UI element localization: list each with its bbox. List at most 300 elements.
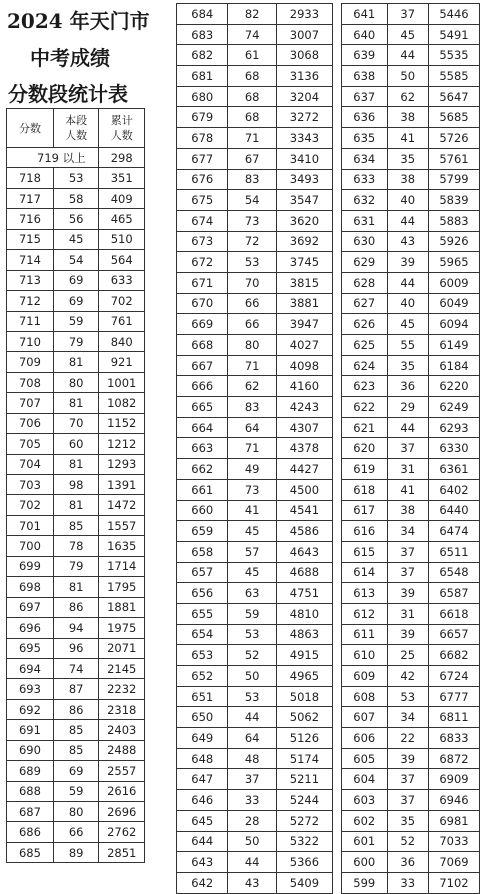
segment-count-cell: 71 [228,128,276,149]
score-cell: 620 [342,438,388,459]
cumulative-count-cell: 5244 [276,790,332,811]
segment-count-cell: 53 [228,624,276,645]
table-row [177,335,333,356]
segment-count-cell: 45 [53,229,99,249]
cumulative-count-cell: 3007 [276,24,332,45]
score-cell: 707 [7,393,54,413]
table-row [7,229,145,249]
segment-count-cell: 35 [387,810,428,831]
table-row [342,521,480,542]
table-row [177,769,333,790]
score-cell: 624 [342,355,388,376]
score-cell: 603 [342,790,388,811]
cumulative-count-cell: 6587 [428,583,479,604]
segment-count-cell: 80 [53,802,99,822]
score-cell: 651 [177,686,228,707]
segment-count-cell: 66 [228,314,276,335]
table-row [177,707,333,728]
table-row [177,252,333,273]
cumulative-count-cell: 1001 [99,372,145,392]
cumulative-count-cell: 2696 [99,802,145,822]
above-row [7,148,145,168]
segment-count-cell: 73 [228,479,276,500]
score-cell: 675 [177,190,228,211]
table-row [342,335,480,356]
score-cell: 648 [177,748,228,769]
cumulative-count-cell: 1881 [99,597,145,617]
table-row [7,740,145,760]
table-row [177,852,333,873]
score-cell: 693 [7,679,54,699]
table-row [342,872,480,893]
table-row [7,536,145,556]
segment-count-cell: 86 [53,699,99,719]
segment-count-cell: 60 [53,434,99,454]
table-row [342,376,480,397]
segment-count-cell: 43 [228,872,276,893]
segment-count-cell: 50 [387,66,428,87]
cumulative-count-cell: 7069 [428,852,479,873]
score-cell: 654 [177,624,228,645]
cumulative-count-cell: 4541 [276,500,332,521]
cumulative-count-cell: 5799 [428,169,479,190]
cumulative-count-cell: 3410 [276,148,332,169]
table-row [177,66,333,87]
table-row [7,556,145,576]
segment-count-cell: 61 [228,45,276,66]
table-row [177,397,333,418]
cumulative-count-cell: 4427 [276,459,332,480]
table-row [7,761,145,781]
cumulative-count-cell: 2318 [99,699,145,719]
table-row [7,434,145,454]
cumulative-count-cell: 3343 [276,128,332,149]
score-cell: 709 [7,352,54,372]
table-row [177,169,333,190]
segment-count-cell: 37 [387,541,428,562]
segment-count-cell: 69 [53,270,99,290]
cumulative-count-cell: 6094 [428,314,479,335]
score-cell: 640 [342,24,388,45]
table-row [7,413,145,433]
cumulative-count-cell: 6049 [428,293,479,314]
score-cell: 700 [7,536,54,556]
table-row [177,624,333,645]
table-row [7,802,145,822]
cumulative-count-cell: 5018 [276,686,332,707]
segment-count-cell: 68 [228,66,276,87]
table-row [177,666,333,687]
table-row [7,475,145,495]
table-row [177,4,333,25]
score-cell: 692 [7,699,54,719]
score-cell: 641 [342,4,388,25]
cumulative-count-cell: 6724 [428,666,479,687]
score-cell: 708 [7,372,54,392]
segment-count-cell: 50 [228,831,276,852]
score-cell: 601 [342,831,388,852]
segment-count-cell: 63 [228,583,276,604]
cumulative-count-cell: 5126 [276,728,332,749]
table-row [342,293,480,314]
segment-count-cell: 70 [53,413,99,433]
cumulative-count-cell: 564 [99,250,145,270]
table-row [7,515,145,535]
score-cell: 609 [342,666,388,687]
score-cell: 650 [177,707,228,728]
segment-count-cell: 22 [387,728,428,749]
score-cell: 635 [342,128,388,149]
cumulative-count-cell: 1212 [99,434,145,454]
cumulative-count-cell: 3620 [276,210,332,231]
table-row [342,4,480,25]
table-row [177,293,333,314]
score-cell: 645 [177,810,228,831]
cumulative-count-cell: 4378 [276,438,332,459]
cumulative-count-cell: 6981 [428,810,479,831]
score-cell: 698 [7,577,54,597]
segment-count-cell: 38 [387,107,428,128]
table-row [177,748,333,769]
segment-count-cell: 39 [387,748,428,769]
segment-count-cell: 52 [228,645,276,666]
score-cell: 695 [7,638,54,658]
cumulative-count-cell: 2762 [99,822,145,842]
table-row [177,872,333,893]
cumulative-count-cell: 3815 [276,272,332,293]
segment-count-cell: 85 [53,740,99,760]
table-row [342,831,480,852]
cumulative-count-cell: 6833 [428,728,479,749]
segment-count-cell: 31 [387,459,428,480]
segment-count-cell: 89 [53,842,99,862]
table-row [7,209,145,229]
score-cell: 713 [7,270,54,290]
cumulative-count-cell: 761 [99,311,145,331]
cumulative-count-cell: 1975 [99,618,145,638]
score-cell: 644 [177,831,228,852]
score-cell: 697 [7,597,54,617]
score-cell: 672 [177,252,228,273]
cumulative-count-cell: 633 [99,270,145,290]
cumulative-count-cell: 7102 [428,872,479,893]
cumulative-count-cell: 4098 [276,355,332,376]
table-row [177,500,333,521]
segment-count-cell: 35 [387,355,428,376]
segment-count-cell: 33 [228,790,276,811]
score-cell: 658 [177,541,228,562]
segment-count-cell: 53 [228,686,276,707]
segment-count-cell: 28 [228,810,276,831]
score-cell: 643 [177,852,228,873]
score-cell: 664 [177,417,228,438]
cumulative-count-cell: 5491 [428,24,479,45]
segment-count-cell: 56 [53,209,99,229]
score-cell: 606 [342,728,388,749]
cumulative-count-cell: 4027 [276,335,332,356]
cumulative-count-cell: 6249 [428,397,479,418]
score-cell: 674 [177,210,228,231]
score-cell: 610 [342,645,388,666]
segment-count-cell: 86 [53,597,99,617]
segment-count-cell: 39 [387,624,428,645]
cumulative-count-cell: 6657 [428,624,479,645]
cumulative-count-cell: 4965 [276,666,332,687]
cumulative-count-cell: 6548 [428,562,479,583]
segment-count-cell: 44 [387,210,428,231]
table-row [177,314,333,335]
table-row [342,666,480,687]
cumulative-count-cell: 4915 [276,645,332,666]
cumulative-count-cell: 4243 [276,397,332,418]
cumulative-count-cell: 5926 [428,231,479,252]
cumulative-count-cell: 3272 [276,107,332,128]
score-cell: 626 [342,314,388,335]
cumulative-count-cell: 1293 [99,454,145,474]
page-title-year-city: 2024 年天门市 [7,9,150,33]
table-row [342,479,480,500]
table-row [177,210,333,231]
cumulative-count-cell: 510 [99,229,145,249]
segment-count-cell: 98 [53,475,99,495]
segment-count-cell: 37 [387,4,428,25]
cumulative-count-cell: 4688 [276,562,332,583]
segment-count-cell: 73 [228,210,276,231]
cumulative-count-cell: 6184 [428,355,479,376]
score-cell: 638 [342,66,388,87]
segment-count-cell: 36 [387,376,428,397]
score-cell: 669 [177,314,228,335]
score-cell: 622 [342,397,388,418]
cumulative-count-cell: 1082 [99,393,145,413]
cumulative-count-cell: 5366 [276,852,332,873]
segment-count-cell: 52 [387,831,428,852]
score-cell: 671 [177,272,228,293]
score-cell: 627 [342,293,388,314]
cumulative-count-cell: 6220 [428,376,479,397]
table-row [177,231,333,252]
table-row [342,769,480,790]
cumulative-count-cell: 5761 [428,148,479,169]
segment-count-cell: 45 [387,314,428,335]
cumulative-count-cell: 6474 [428,521,479,542]
cumulative-count-cell: 6149 [428,335,479,356]
table-row [342,810,480,831]
score-cell: 689 [7,761,54,781]
table-row [7,720,145,740]
score-cell: 681 [177,66,228,87]
table-row [342,541,480,562]
score-cell: 660 [177,500,228,521]
table-row [342,355,480,376]
segment-count-cell: 39 [387,252,428,273]
table-row [177,728,333,749]
score-cell: 615 [342,541,388,562]
segment-count-cell: 37 [228,769,276,790]
table-row [342,231,480,252]
score-cell: 684 [177,4,228,25]
table-row [7,188,145,208]
segment-count-cell: 50 [228,666,276,687]
score-cell: 611 [342,624,388,645]
table-row [342,169,480,190]
cumulative-count-cell: 2851 [99,842,145,862]
score-cell: 599 [342,872,388,893]
segment-count-cell: 79 [53,331,99,351]
cumulative-count-cell: 6777 [428,686,479,707]
score-cell: 628 [342,272,388,293]
cumulative-count-cell: 2071 [99,638,145,658]
segment-count-cell: 83 [228,397,276,418]
segment-count-cell: 66 [228,293,276,314]
table-row [342,210,480,231]
segment-count-cell: 69 [53,761,99,781]
score-cell: 705 [7,434,54,454]
segment-count-cell: 81 [53,454,99,474]
segment-count-cell: 37 [387,769,428,790]
cumulative-count-cell: 6440 [428,500,479,521]
segment-count-cell: 85 [53,515,99,535]
table-row [177,521,333,542]
table-row [7,454,145,474]
segment-count-cell: 79 [53,556,99,576]
segment-count-cell: 94 [53,618,99,638]
segment-count-cell: 40 [387,190,428,211]
segment-count-cell: 29 [387,397,428,418]
segment-count-cell: 53 [387,686,428,707]
cumulative-count-cell: 6511 [428,541,479,562]
cumulative-count-cell: 5839 [428,190,479,211]
table-row [7,352,145,372]
table-row [7,618,145,638]
score-cell: 711 [7,311,54,331]
segment-count-cell: 35 [387,148,428,169]
table-row [177,541,333,562]
cumulative-count-cell: 6009 [428,272,479,293]
cumulative-count-cell: 6618 [428,603,479,624]
score-cell: 691 [7,720,54,740]
table-row [177,603,333,624]
header-row [7,109,145,148]
segment-count-cell: 83 [228,169,276,190]
segment-count-cell: 80 [228,335,276,356]
table-row [342,728,480,749]
score-cell: 676 [177,169,228,190]
cumulative-count-cell: 4751 [276,583,332,604]
header-score: 分数 [7,109,54,148]
segment-count-cell: 54 [228,190,276,211]
segment-count-cell: 33 [387,872,428,893]
segment-count-cell: 44 [387,272,428,293]
table-row [342,190,480,211]
score-cell: 706 [7,413,54,433]
score-cell: 604 [342,769,388,790]
cumulative-count-cell: 3947 [276,314,332,335]
score-cell: 636 [342,107,388,128]
cumulative-count-cell: 1152 [99,413,145,433]
segment-count-cell: 81 [53,577,99,597]
cumulative-count-cell: 6293 [428,417,479,438]
segment-count-cell: 81 [53,393,99,413]
table-row [177,86,333,107]
cumulative-count-cell: 3547 [276,190,332,211]
table-row [7,495,145,515]
segment-count-cell: 39 [387,583,428,604]
table-row [7,270,145,290]
table-row [342,500,480,521]
cumulative-count-cell: 6361 [428,459,479,480]
score-cell: 662 [177,459,228,480]
segment-count-cell: 74 [53,658,99,678]
score-cell: 687 [7,802,54,822]
table-row [177,459,333,480]
score-cell: 717 [7,188,54,208]
table-row [342,314,480,335]
cumulative-count-cell: 840 [99,331,145,351]
table-row [7,699,145,719]
score-cell: 663 [177,438,228,459]
table-row [177,128,333,149]
cumulative-count-cell: 6682 [428,645,479,666]
table-row [342,748,480,769]
score-cell: 685 [7,842,54,862]
score-cell: 699 [7,556,54,576]
table-row [7,168,145,188]
table-row [177,645,333,666]
table-row [342,707,480,728]
segment-count-cell: 38 [387,500,428,521]
score-cell: 666 [177,376,228,397]
segment-count-cell: 34 [387,707,428,728]
cumulative-count-cell: 1391 [99,475,145,495]
segment-count-cell: 45 [228,562,276,583]
table-row [177,479,333,500]
table-row [342,459,480,480]
cumulative-count-cell: 3136 [276,66,332,87]
segment-count-cell: 45 [387,24,428,45]
header-cumulative-count: 累计 人数 [99,109,145,148]
score-cell: 614 [342,562,388,583]
cumulative-count-cell: 5322 [276,831,332,852]
score-cell: 683 [177,24,228,45]
table-row [7,679,145,699]
cumulative-count-cell: 409 [99,188,145,208]
table-row [7,372,145,392]
table-row [342,645,480,666]
segment-count-cell: 70 [228,272,276,293]
score-cell: 646 [177,790,228,811]
segment-count-cell: 96 [53,638,99,658]
cumulative-count-cell: 1472 [99,495,145,515]
segment-count-cell: 80 [53,372,99,392]
cumulative-count-cell: 5446 [428,4,479,25]
segment-count-cell: 64 [228,417,276,438]
score-cell: 607 [342,707,388,728]
score-cell: 602 [342,810,388,831]
cumulative-count-cell: 1795 [99,577,145,597]
score-cell: 716 [7,209,54,229]
cumulative-count-cell: 6402 [428,479,479,500]
score-cell: 617 [342,500,388,521]
cumulative-count-cell: 2488 [99,740,145,760]
table-row [177,831,333,852]
segment-count-cell: 87 [53,679,99,699]
table-row [342,107,480,128]
segment-count-cell: 62 [387,86,428,107]
segment-count-cell: 71 [228,355,276,376]
table-row [177,686,333,707]
table-row [177,438,333,459]
